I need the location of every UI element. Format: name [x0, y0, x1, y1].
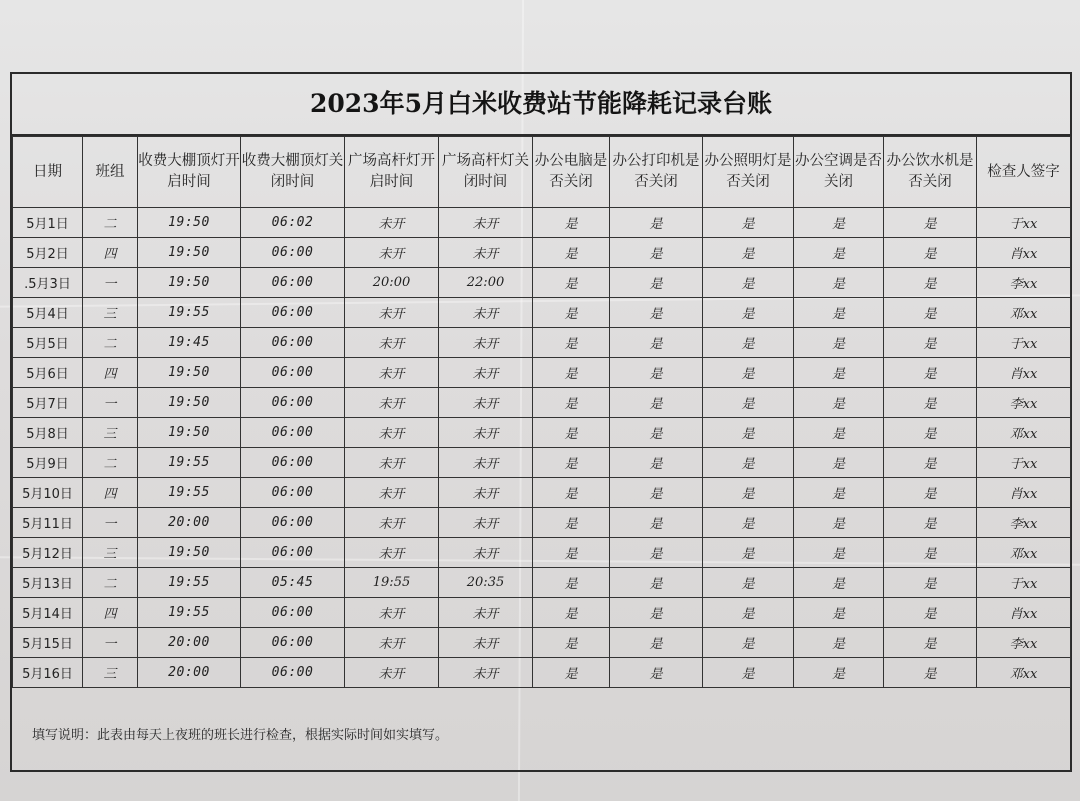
- cell-lights-off-check: 是: [703, 298, 794, 328]
- header-canopy-off: 收费大棚顶灯关闭时间: [241, 137, 345, 208]
- cell-lights-off-check: 是: [703, 268, 794, 298]
- cell-pole-light-off-time: 未开: [439, 538, 533, 568]
- cell-pole-light-on-time: 未开: [345, 388, 439, 418]
- table-row: [13, 478, 1071, 508]
- cell-pole-light-on-time: 未开: [345, 478, 439, 508]
- cell-printer-off-check: 是: [610, 658, 703, 688]
- cell-canopy-on-time: 19:50: [138, 358, 241, 388]
- cell-pole-light-on-time: 未开: [345, 658, 439, 688]
- cell-dispenser-off-check: 是: [884, 448, 977, 478]
- cell-pc-off-check: 是: [533, 358, 610, 388]
- cell-printer-off-check: 是: [610, 598, 703, 628]
- header-printer-off: 办公打印机是否关闭: [610, 137, 703, 208]
- cell-pole-light-on-time: 未开: [345, 418, 439, 448]
- header-canopy-on: 收费大棚顶灯开启时间: [138, 137, 241, 208]
- table-row: [13, 358, 1071, 388]
- cell-inspector-signature: 肖xx: [977, 478, 1071, 508]
- cell-canopy-off-time: 06:00: [241, 538, 345, 568]
- cell-ac-off-check: 是: [794, 628, 884, 658]
- cell-lights-off-check: 是: [703, 238, 794, 268]
- cell-inspector-signature: 邓xx: [977, 538, 1071, 568]
- cell-pole-light-off-time: 20:35: [439, 568, 533, 598]
- fill-instructions: 填写说明：此表由每天上夜班的班长进行检查，根据实际时间如实填写。: [32, 728, 449, 743]
- cell-inspector-signature: 肖xx: [977, 598, 1071, 628]
- cell-ac-off-check: 是: [794, 568, 884, 598]
- cell-ac-off-check: 是: [794, 298, 884, 328]
- cell-pole-light-off-time: 未开: [439, 508, 533, 538]
- cell-shift: 三: [83, 298, 138, 328]
- cell-lights-off-check: 是: [703, 658, 794, 688]
- cell-pole-light-on-time: 未开: [345, 208, 439, 238]
- cell-pc-off-check: 是: [533, 448, 610, 478]
- cell-printer-off-check: 是: [610, 208, 703, 238]
- cell-canopy-on-time: 19:55: [138, 298, 241, 328]
- cell-date: 5月16日: [13, 658, 83, 688]
- cell-dispenser-off-check: 是: [884, 208, 977, 238]
- cell-dispenser-off-check: 是: [884, 478, 977, 508]
- cell-canopy-on-time: 19:50: [138, 238, 241, 268]
- cell-date: 5月11日: [13, 508, 83, 538]
- cell-inspector-signature: 李xx: [977, 628, 1071, 658]
- cell-canopy-on-time: 19:55: [138, 598, 241, 628]
- cell-printer-off-check: 是: [610, 268, 703, 298]
- header-ac-off: 办公空调是否关闭: [794, 137, 884, 208]
- cell-ac-off-check: 是: [794, 478, 884, 508]
- cell-canopy-on-time: 19:50: [138, 388, 241, 418]
- cell-printer-off-check: 是: [610, 538, 703, 568]
- cell-printer-off-check: 是: [610, 298, 703, 328]
- cell-pole-light-on-time: 未开: [345, 238, 439, 268]
- cell-shift: 三: [83, 418, 138, 448]
- cell-printer-off-check: 是: [610, 628, 703, 658]
- cell-pole-light-off-time: 22:00: [439, 268, 533, 298]
- cell-pole-light-on-time: 未开: [345, 328, 439, 358]
- cell-printer-off-check: 是: [610, 508, 703, 538]
- cell-canopy-on-time: 19:45: [138, 328, 241, 358]
- cell-pole-light-on-time: 未开: [345, 358, 439, 388]
- cell-lights-off-check: 是: [703, 478, 794, 508]
- cell-inspector-signature: 邓xx: [977, 658, 1071, 688]
- cell-pc-off-check: 是: [533, 478, 610, 508]
- cell-pc-off-check: 是: [533, 418, 610, 448]
- cell-dispenser-off-check: 是: [884, 568, 977, 598]
- cell-printer-off-check: 是: [610, 478, 703, 508]
- cell-ac-off-check: 是: [794, 598, 884, 628]
- table-row: [13, 508, 1071, 538]
- cell-dispenser-off-check: 是: [884, 388, 977, 418]
- cell-date: 5月8日: [13, 418, 83, 448]
- header-dispenser-off: 办公饮水机是否关闭: [884, 137, 977, 208]
- cell-canopy-on-time: 19:55: [138, 478, 241, 508]
- cell-inspector-signature: 于xx: [977, 448, 1071, 478]
- cell-pole-light-off-time: 未开: [439, 628, 533, 658]
- cell-dispenser-off-check: 是: [884, 268, 977, 298]
- cell-printer-off-check: 是: [610, 358, 703, 388]
- cell-canopy-off-time: 06:00: [241, 418, 345, 448]
- cell-canopy-off-time: 06:00: [241, 358, 345, 388]
- table-row: [13, 238, 1071, 268]
- table-row: [13, 388, 1071, 418]
- cell-dispenser-off-check: 是: [884, 538, 977, 568]
- cell-shift: 二: [83, 448, 138, 478]
- cell-pc-off-check: 是: [533, 328, 610, 358]
- cell-date: 5月14日: [13, 598, 83, 628]
- cell-pole-light-off-time: 未开: [439, 358, 533, 388]
- cell-pole-light-on-time: 未开: [345, 448, 439, 478]
- cell-pc-off-check: 是: [533, 268, 610, 298]
- cell-pole-light-off-time: 未开: [439, 598, 533, 628]
- cell-printer-off-check: 是: [610, 448, 703, 478]
- cell-shift: 四: [83, 478, 138, 508]
- cell-shift: 二: [83, 328, 138, 358]
- cell-date: 5月12日: [13, 538, 83, 568]
- ledger-title: 2023年5月白米收费站节能降耗记录台账: [12, 74, 1070, 136]
- cell-inspector-signature: 肖xx: [977, 358, 1071, 388]
- cell-inspector-signature: 肖xx: [977, 238, 1071, 268]
- cell-canopy-off-time: 06:02: [241, 208, 345, 238]
- cell-lights-off-check: 是: [703, 628, 794, 658]
- cell-shift: 三: [83, 658, 138, 688]
- table-row: [13, 328, 1071, 358]
- cell-ac-off-check: 是: [794, 268, 884, 298]
- header-date: 日期: [13, 137, 83, 208]
- cell-dispenser-off-check: 是: [884, 658, 977, 688]
- cell-pc-off-check: 是: [533, 598, 610, 628]
- header-shift: 班组: [83, 137, 138, 208]
- cell-lights-off-check: 是: [703, 508, 794, 538]
- cell-lights-off-check: 是: [703, 358, 794, 388]
- cell-pc-off-check: 是: [533, 238, 610, 268]
- cell-canopy-on-time: 19:50: [138, 418, 241, 448]
- cell-ac-off-check: 是: [794, 208, 884, 238]
- cell-date: 5月6日: [13, 358, 83, 388]
- cell-canopy-off-time: 06:00: [241, 298, 345, 328]
- cell-ac-off-check: 是: [794, 508, 884, 538]
- cell-date: 5月13日: [13, 568, 83, 598]
- cell-canopy-off-time: 06:00: [241, 268, 345, 298]
- cell-pole-light-on-time: 未开: [345, 508, 439, 538]
- cell-pc-off-check: 是: [533, 568, 610, 598]
- ledger-body: [13, 208, 1071, 688]
- cell-shift: 三: [83, 538, 138, 568]
- cell-canopy-off-time: 06:00: [241, 388, 345, 418]
- cell-pole-light-on-time: 未开: [345, 298, 439, 328]
- table-row: [13, 298, 1071, 328]
- cell-canopy-on-time: 19:50: [138, 268, 241, 298]
- cell-shift: 四: [83, 358, 138, 388]
- cell-canopy-on-time: 19:50: [138, 208, 241, 238]
- cell-lights-off-check: 是: [703, 328, 794, 358]
- cell-inspector-signature: 李xx: [977, 388, 1071, 418]
- cell-ac-off-check: 是: [794, 388, 884, 418]
- cell-canopy-off-time: 06:00: [241, 628, 345, 658]
- cell-pole-light-off-time: 未开: [439, 298, 533, 328]
- cell-shift: 四: [83, 598, 138, 628]
- cell-ac-off-check: 是: [794, 448, 884, 478]
- cell-canopy-off-time: 05:45: [241, 568, 345, 598]
- cell-pole-light-off-time: 未开: [439, 208, 533, 238]
- table-row: [13, 538, 1071, 568]
- table-row: [13, 628, 1071, 658]
- cell-canopy-on-time: 20:00: [138, 658, 241, 688]
- cell-date: 5月1日: [13, 208, 83, 238]
- cell-lights-off-check: 是: [703, 568, 794, 598]
- cell-date: 5月9日: [13, 448, 83, 478]
- cell-inspector-signature: 于xx: [977, 328, 1071, 358]
- cell-dispenser-off-check: 是: [884, 238, 977, 268]
- cell-pole-light-on-time: 未开: [345, 538, 439, 568]
- cell-shift: 二: [83, 568, 138, 598]
- cell-pole-light-off-time: 未开: [439, 448, 533, 478]
- header-pole-off: 广场高杆灯关闭时间: [439, 137, 533, 208]
- cell-pc-off-check: 是: [533, 298, 610, 328]
- cell-inspector-signature: 邓xx: [977, 298, 1071, 328]
- table-row: [13, 208, 1071, 238]
- cell-inspector-signature: 邓xx: [977, 418, 1071, 448]
- table-row: [13, 448, 1071, 478]
- cell-canopy-off-time: 06:00: [241, 328, 345, 358]
- ledger-sheet: [10, 72, 1072, 772]
- cell-dispenser-off-check: 是: [884, 598, 977, 628]
- cell-dispenser-off-check: 是: [884, 628, 977, 658]
- cell-ac-off-check: 是: [794, 538, 884, 568]
- cell-shift: 四: [83, 238, 138, 268]
- cell-inspector-signature: 李xx: [977, 508, 1071, 538]
- cell-pole-light-on-time: 未开: [345, 598, 439, 628]
- cell-ac-off-check: 是: [794, 418, 884, 448]
- cell-canopy-off-time: 06:00: [241, 658, 345, 688]
- header-inspector-signature: 检查人签字: [977, 137, 1071, 208]
- cell-canopy-on-time: 19:55: [138, 448, 241, 478]
- cell-lights-off-check: 是: [703, 388, 794, 418]
- cell-pole-light-off-time: 未开: [439, 328, 533, 358]
- cell-pc-off-check: 是: [533, 538, 610, 568]
- cell-printer-off-check: 是: [610, 418, 703, 448]
- ledger-table: [12, 136, 1071, 688]
- cell-pole-light-on-time: 19:55: [345, 568, 439, 598]
- cell-inspector-signature: 李xx: [977, 268, 1071, 298]
- cell-lights-off-check: 是: [703, 208, 794, 238]
- cell-shift: 一: [83, 508, 138, 538]
- table-row: [13, 268, 1071, 298]
- cell-shift: 一: [83, 388, 138, 418]
- cell-shift: 一: [83, 628, 138, 658]
- cell-canopy-off-time: 06:00: [241, 238, 345, 268]
- cell-canopy-on-time: 19:55: [138, 568, 241, 598]
- cell-printer-off-check: 是: [610, 568, 703, 598]
- cell-shift: 二: [83, 208, 138, 238]
- table-row: [13, 658, 1071, 688]
- cell-ac-off-check: 是: [794, 328, 884, 358]
- cell-date: 5月4日: [13, 298, 83, 328]
- cell-date: .5月3日: [13, 268, 83, 298]
- cell-date: 5月7日: [13, 388, 83, 418]
- cell-canopy-on-time: 20:00: [138, 508, 241, 538]
- cell-lights-off-check: 是: [703, 448, 794, 478]
- cell-pc-off-check: 是: [533, 208, 610, 238]
- cell-dispenser-off-check: 是: [884, 358, 977, 388]
- cell-ac-off-check: 是: [794, 358, 884, 388]
- header-pc-off: 办公电脑是否关闭: [533, 137, 610, 208]
- cell-dispenser-off-check: 是: [884, 328, 977, 358]
- header-pole-on: 广场高杆灯开启时间: [345, 137, 439, 208]
- table-row: [13, 418, 1071, 448]
- cell-lights-off-check: 是: [703, 418, 794, 448]
- cell-pc-off-check: 是: [533, 658, 610, 688]
- cell-canopy-off-time: 06:00: [241, 598, 345, 628]
- cell-pole-light-on-time: 20:00: [345, 268, 439, 298]
- cell-dispenser-off-check: 是: [884, 298, 977, 328]
- cell-pole-light-off-time: 未开: [439, 478, 533, 508]
- cell-date: 5月15日: [13, 628, 83, 658]
- cell-canopy-off-time: 06:00: [241, 508, 345, 538]
- cell-inspector-signature: 于xx: [977, 568, 1071, 598]
- cell-dispenser-off-check: 是: [884, 418, 977, 448]
- cell-pole-light-on-time: 未开: [345, 628, 439, 658]
- cell-pc-off-check: 是: [533, 508, 610, 538]
- cell-date: 5月10日: [13, 478, 83, 508]
- cell-lights-off-check: 是: [703, 538, 794, 568]
- cell-inspector-signature: 于xx: [977, 208, 1071, 238]
- cell-printer-off-check: 是: [610, 328, 703, 358]
- table-row: [13, 568, 1071, 598]
- cell-canopy-off-time: 06:00: [241, 448, 345, 478]
- cell-date: 5月2日: [13, 238, 83, 268]
- cell-ac-off-check: 是: [794, 238, 884, 268]
- header-lights-off: 办公照明灯是否关闭: [703, 137, 794, 208]
- cell-canopy-on-time: 20:00: [138, 628, 241, 658]
- cell-pole-light-off-time: 未开: [439, 418, 533, 448]
- cell-pole-light-off-time: 未开: [439, 658, 533, 688]
- cell-lights-off-check: 是: [703, 598, 794, 628]
- cell-canopy-on-time: 19:50: [138, 538, 241, 568]
- cell-printer-off-check: 是: [610, 238, 703, 268]
- cell-pc-off-check: 是: [533, 388, 610, 418]
- cell-dispenser-off-check: 是: [884, 508, 977, 538]
- cell-shift: 一: [83, 268, 138, 298]
- cell-date: 5月5日: [13, 328, 83, 358]
- cell-pole-light-off-time: 未开: [439, 238, 533, 268]
- cell-printer-off-check: 是: [610, 388, 703, 418]
- cell-ac-off-check: 是: [794, 658, 884, 688]
- header-row: [13, 137, 1071, 208]
- cell-pole-light-off-time: 未开: [439, 388, 533, 418]
- cell-canopy-off-time: 06:00: [241, 478, 345, 508]
- cell-pc-off-check: 是: [533, 628, 610, 658]
- table-row: [13, 598, 1071, 628]
